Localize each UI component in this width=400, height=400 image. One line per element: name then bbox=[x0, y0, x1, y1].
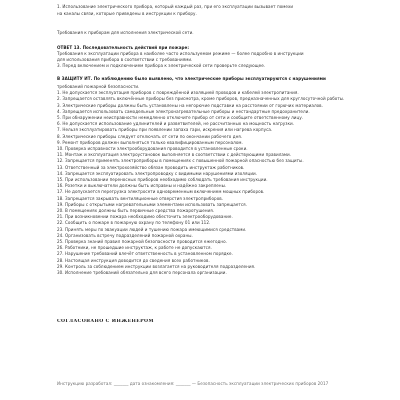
section-line: для использования прибора в соответствии с требованиями. bbox=[57, 57, 193, 62]
block-line: 10. Проверка исправности электрооборудования проводится в установленные сроки. bbox=[57, 146, 248, 151]
block-line: 19. Приборы с открытыми нагревательными элементами использовать запрещается. bbox=[57, 201, 247, 207]
block-line: 27. Нарушение требований влечёт ответственность в установленном порядке. bbox=[57, 251, 233, 257]
block-line: требований пожарной безопасности. bbox=[57, 84, 140, 89]
block-line: 22. Сообщить о пожаре в пожарную охрану по телефону 01 или 112. bbox=[57, 220, 211, 226]
block-line: 18. Запрещается закрывать вентиляционные отверстия электроприборов. bbox=[57, 195, 224, 201]
block-line: 2. Запрещается оставлять включённые приборы без присмотра, кроме приборов, предназначенных для круглосуточной работы. bbox=[57, 96, 345, 102]
block-line: 17. Не допускается перегрузка электросети одновременным включением мощных приборов. bbox=[57, 189, 265, 195]
signature-heading: СОГЛАСОВАНО С ИНЖЕНЕРОМ bbox=[57, 319, 154, 324]
block-line: 23. Принять меры по эвакуации людей и тушению пожара имеющимися средствами. bbox=[57, 226, 247, 232]
block-line: 14. Запрещается эксплуатировать электропроводку с видимыми нарушениями изоляции. bbox=[57, 170, 258, 176]
block-line: 30. Исполнение требований обязательно для всего персонала организации. bbox=[57, 270, 227, 275]
block-line: 29. Контроль за соблюдением инструкции возлагается на руководителя подразделения. bbox=[57, 263, 256, 269]
block-title: В ЗАЩИТУ ИТ. По наблюдению было выявлено, что электрические приборы эксплуатируются с нарушениями bbox=[57, 76, 326, 81]
top-line: 1. Использование электрического прибора, который каждый раз, при его эксплуатации вызывает помехи bbox=[57, 4, 294, 9]
block-line: 26. Работники, не прошедшие инструктаж, к работе не допускаются. bbox=[57, 245, 212, 251]
top-line: на каналы связи, которые приведены в инструкции к прибору. bbox=[57, 11, 197, 16]
block-line: 4. Запрещается использовать самодельные электронагревательные приборы и нестандартные предохранители. bbox=[57, 108, 310, 114]
block-line: 28. Настоящая инструкция доводится до сведения всех работников. bbox=[57, 257, 210, 263]
block-line: 12. Запрещается применять электроприборы в помещениях с повышенной пожарной опасностью без защиты. bbox=[57, 158, 304, 164]
block-line: 8. Электрические приборы следует отключать от сети по окончании рабочего дня. bbox=[57, 133, 243, 139]
block-line: 20. В помещениях должны быть первичные средства пожаротушения. bbox=[57, 208, 215, 213]
block-line: 7. Нельзя эксплуатировать приборы при появлении запаха гари, искрения или нагрева корпуса. bbox=[57, 127, 273, 133]
bottom-line: Инструкцию разработал: _______ дата ознакомления: _______ — Безопасность эксплуатации электрических приборов 2017 bbox=[57, 381, 329, 386]
block-line: 5. При обнаружении неисправности немедленно отключите прибор от сети и сообщите ответственному лицу. bbox=[57, 115, 304, 120]
section-line: Требования к эксплуатации прибора в наиболее часто используемом режиме — более подробно в инструкции bbox=[57, 51, 304, 56]
block-line: 24. Организовать встречу подразделений пожарной охраны. bbox=[57, 232, 193, 238]
block-line: 3. Электрические приборы должны быть установлены на негорючие подставки на расстоянии от горючих материалов. bbox=[57, 102, 323, 108]
block-line: 6. Не допускается использование удлинителей и разветвителей, не рассчитанных на мощность нагрузки. bbox=[57, 121, 295, 127]
block-line: 11. Монтаж и эксплуатация электроустановок выполняется в соответствии с действующими правилами. bbox=[57, 152, 292, 158]
block-line: 13. Ответственный за электрохозяйство обязан проводить инструктаж работников. bbox=[57, 164, 245, 170]
block-line: 21. При возникновении пожара необходимо обесточить электрооборудование. bbox=[57, 214, 233, 220]
section-line: 3. Перед включением и подключением прибора к электрической сети проверьте следующее. bbox=[57, 63, 266, 68]
block-line: 16. Розетки и выключатели должны быть исправны и надёжно закреплены. bbox=[57, 183, 227, 189]
block-line: 15. При использовании переносных приборов необходимо соблюдать требования инструкции. bbox=[57, 177, 268, 182]
section-title: ОТВЕТ 13. Последовательность действий при пожаре: bbox=[57, 45, 190, 50]
block-line: 1. Не допускается эксплуатация приборов с повреждённой изоляцией проводов и кабелей электропитания. bbox=[57, 90, 299, 96]
block-line: 25. Проверка знаний правил пожарной безопасности проводится ежегодно. bbox=[57, 239, 228, 244]
block-line: 9. Ремонт приборов должен выполняться только квалифицированным персоналом. bbox=[57, 139, 243, 145]
intro-line: Требования к приборам для исполнения электрической сети. bbox=[57, 30, 194, 35]
